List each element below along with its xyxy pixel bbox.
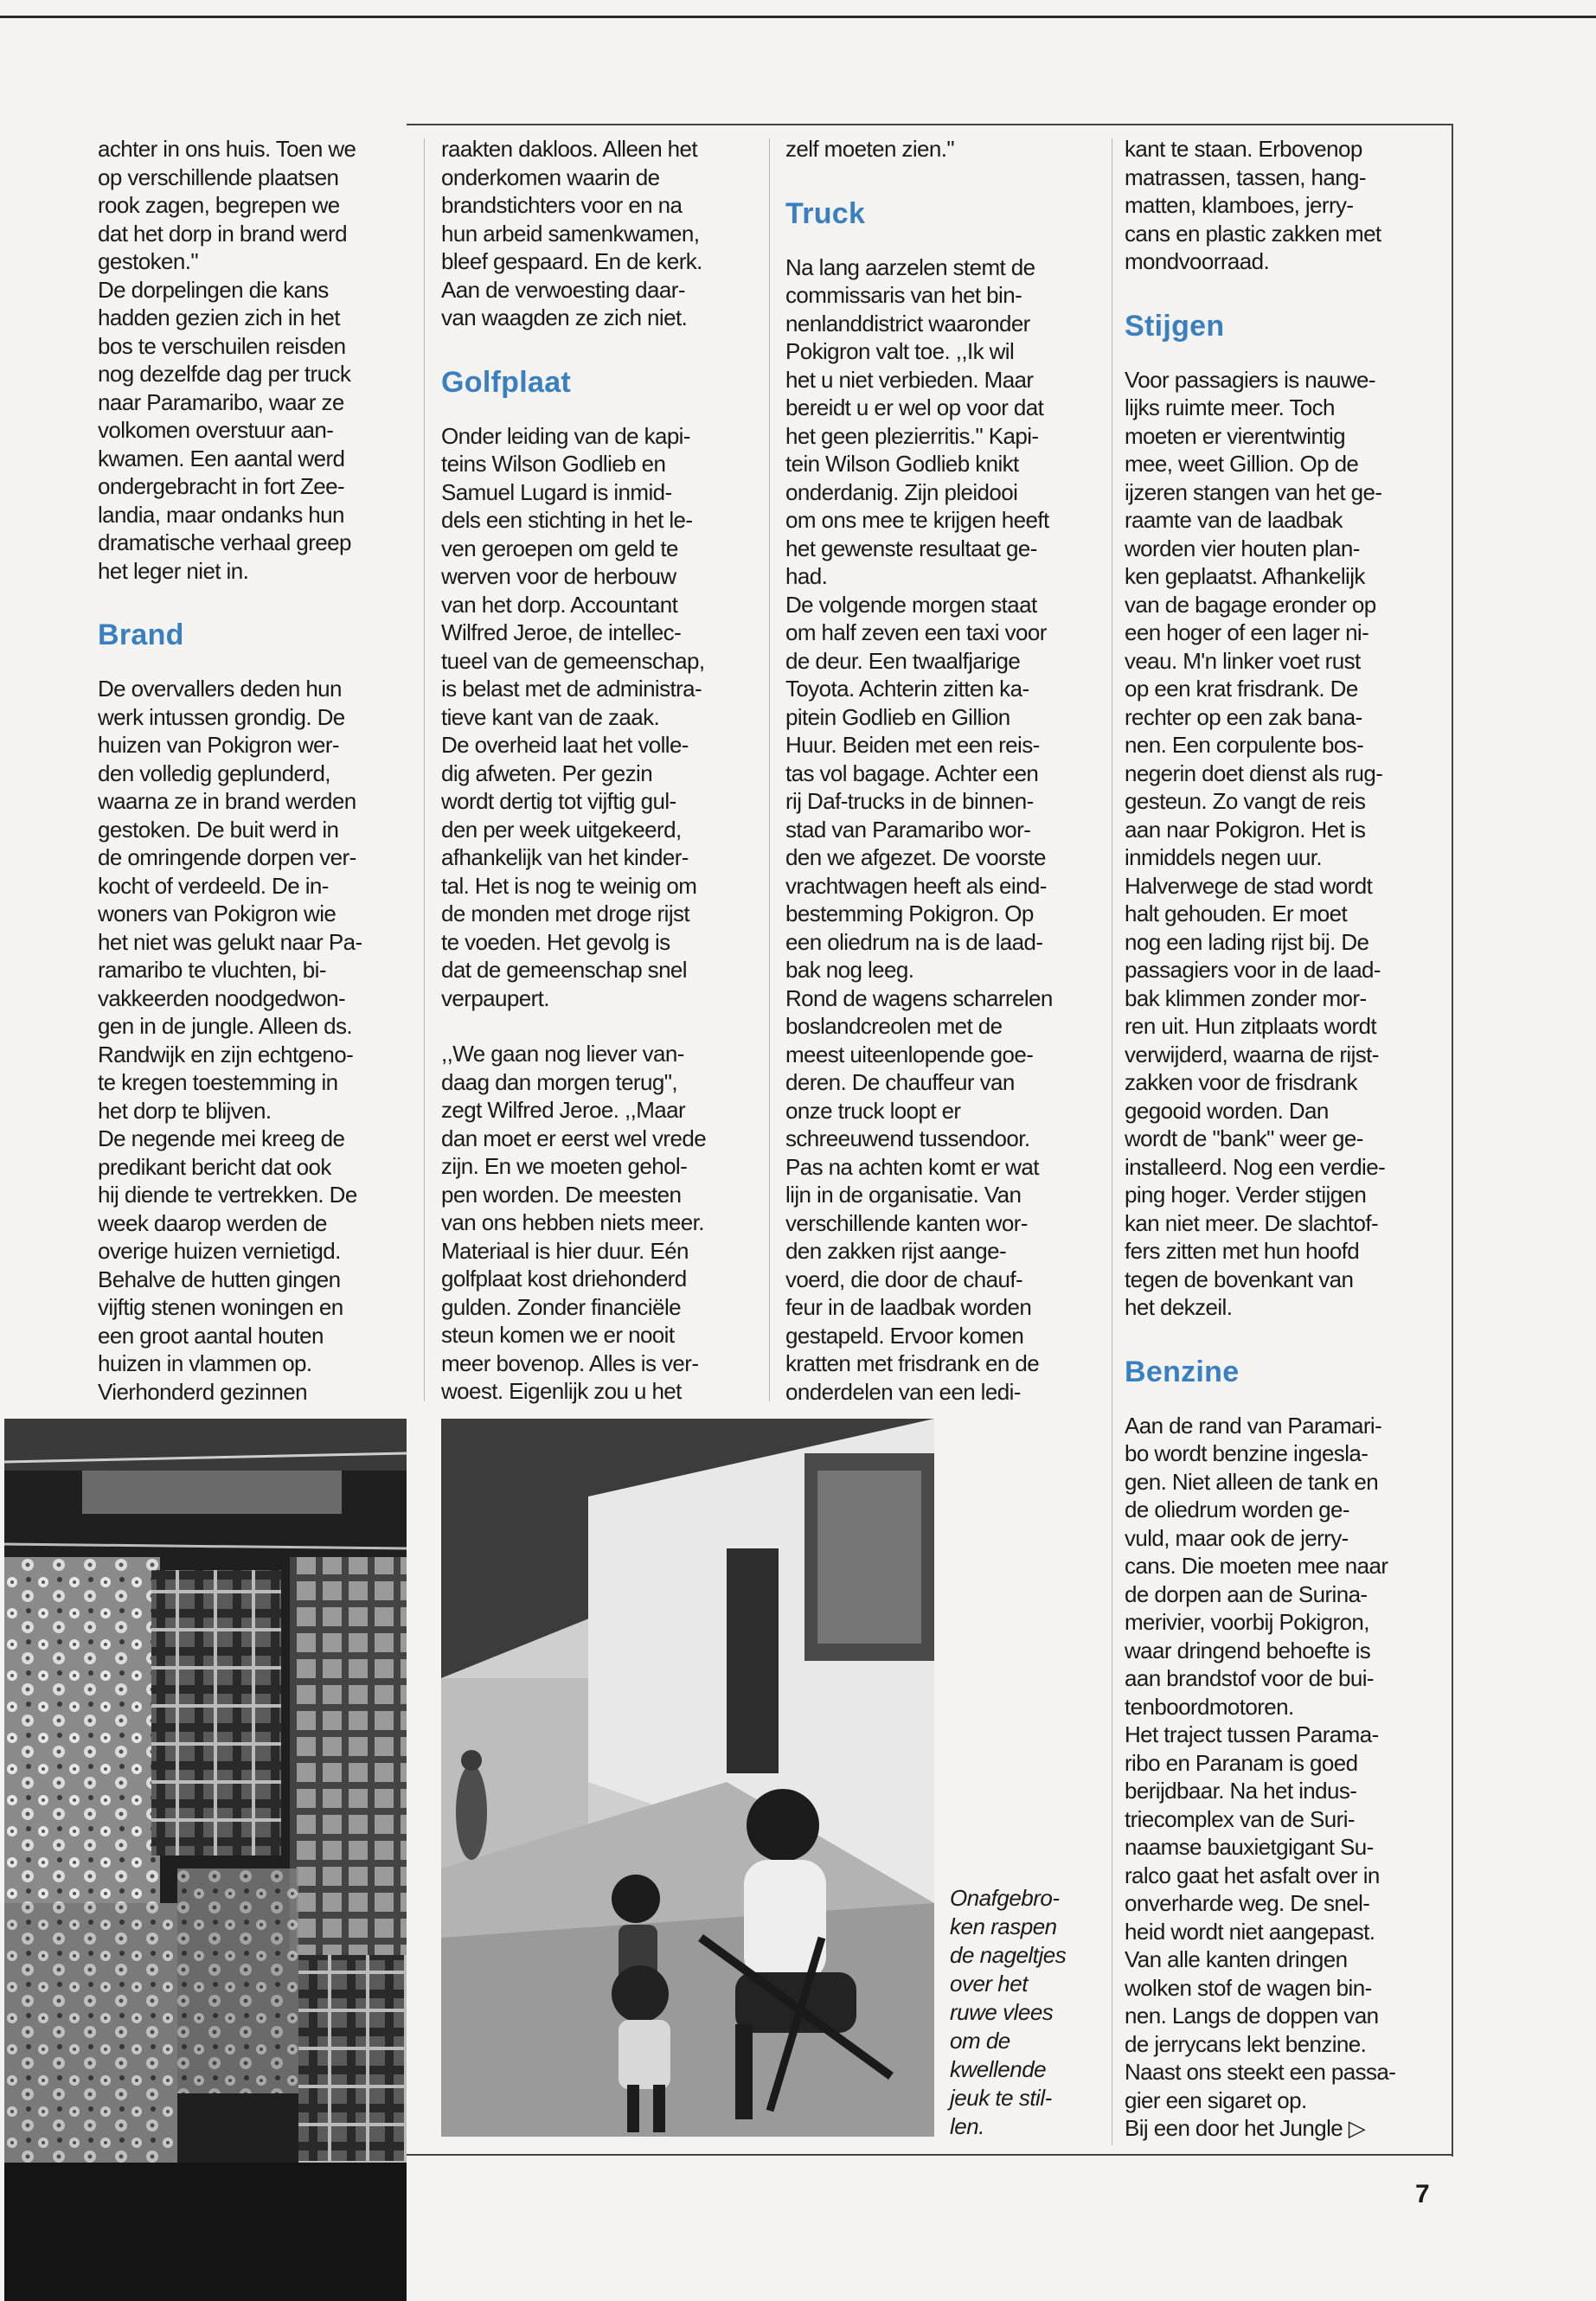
top-rule <box>0 16 1596 18</box>
frame-bottom-line <box>407 2154 1453 2156</box>
paragraph: De negende mei kreeg de predikant bericht dat ook hij diende te vertrekken. De week daarop werden de overige huizen vernietigd. Behalve de hutten gingen vijftig stenen woningen en een groot aantal houten huizen in vlammen op. Vierhonderd gezinnen <box>98 1125 357 1405</box>
paragraph: achter in ons huis. Toen we op verschillende plaatsen rook zagen, begrepen we dat het dorp in brand werd gestoken." <box>98 136 356 274</box>
section-heading-brand: Brand <box>98 619 184 651</box>
paragraph: Voor passagiers is nauwe- lijks ruimte meer. Toch moeten er vierentwintig mee, weet Gillion. Op de ijzeren stangen van het ge- raamte van de laadbak worden vier houten plan- ken geplaatst. Afhankelijk van de bagage eronder op een hoger of een lager ni- veau. M'n linker voet rust op een krat frisdrank. De rechter op een zak bana- nen. Een corpulente bos- negerin doet dienst als rug- gesteun. Zo vangt de reis aan naar Pokigron. Het is inmiddels negen uur. <box>1125 366 1383 870</box>
column-separator <box>769 138 770 1401</box>
paragraph: Halverwege de stad wordt halt gehouden. Er moet nog een lading rijst bij. De passagiers voor in de laad- bak klimmen zonder mor- ren uit. Hun zitplaats wordt verwijderd, waarna de rijst- zakken voor de frisdrank gegooid worden. Dan wordt de "bank" weer ge- installeerd. Nog een verdie- ping hoger. Verder stijgen kan niet meer. De slachtof- fers zitten met hun hoofd tegen de bovenkant van het dekzeil. <box>1125 872 1386 1320</box>
paragraph: Bij een door het Jungle ▷ <box>1125 2115 1366 2141</box>
frame-top-line <box>407 124 1453 125</box>
paragraph: De dorpelingen die kans hadden gezien zich in het bos te verschuilen reisden nog dezelfde dag per truck naar Paramaribo, waar ze volkomen overstuur aan- kwamen. Een aantal werd ondergebracht in fort Zee- landia, maar ondanks hun dramatische verhaal greep het leger niet in. <box>98 276 351 584</box>
frame-right-line <box>1452 124 1453 2157</box>
page-number: 7 <box>1415 2180 1430 2208</box>
section-heading-stijgen: Stijgen <box>1125 309 1225 343</box>
paragraph: Onder leiding van de kapi- teins Wilson Godlieb en Samuel Lugard is inmid- dels een stichting in het le- ven geroepen om geld te werven voor de herbouw van het dorp. Accountant Wilfred Jeroe, de intellec- tueel van de gemeenschap, is belast met de administra- tieve kant van de zaak. <box>441 422 705 730</box>
laundry-illustration <box>4 1419 407 2301</box>
paragraph: De overheid laat het volle- dig afweten. Per gezin wordt dertig tot vijftig gul- den per week uitgekeerd, afhankelijk van het kinder- tal. Het is nog te weinig om de monden met droge rijst te voeden. Het gevolg is dat de gemeenschap snel verpaupert. <box>441 732 697 1011</box>
article-column-4 <box>1125 135 1436 2143</box>
paragraph: raakten dakloos. Alleen het onderkomen waarin de brandstichters voor en na hun arbeid samenkwamen, bleef gespaard. En de kerk. Aan de verwoesting daar- van waagden ze zich niet. <box>441 136 702 330</box>
paragraph: Na lang aarzelen stemt de commissaris van het bin- nenlanddistrict waaronder Pokigron valt toe. ,,Ik wil het u niet verbieden. Maar bereidt u er wel op voor dat het geen plezierritis." Kapi- tein Wilson Godlieb knikt onderdanig. Zijn pleidooi om ons mee te krijgen heeft het gewenste resultaat ge- had. <box>785 253 1049 589</box>
article-column-1 <box>98 135 409 1406</box>
section-heading-golfplaat: Golfplaat <box>441 365 572 399</box>
paragraph: Rond de wagens scharrelen boslandcreolen met de meest uiteenlopende goe- deren. De chauffeur van onze truck loopt er schreeuwend tussendoor. Pas na achten komt er wat lijn in de organisatie. Van verschillende kanten wor- den zakken rijst aange- voerd, die door de chauf- feur in de laadbak worden gestapeld. Ervoor komen kratten met frisdrank en de onderdelen van een ledi- <box>785 984 1053 1405</box>
section-heading-truck: Truck <box>785 196 866 230</box>
veranda-illustration <box>441 1419 934 2137</box>
article-column-3 <box>785 135 1097 1406</box>
photo-veranda-family <box>441 1419 934 2137</box>
photo-laundry <box>4 1419 407 2301</box>
paragraph: Het traject tussen Parama- ribo en Paranam is goed berijdbaar. Na het indus- triecomplex van de Suri- naamse bauxietgigant Su- ralco gaat het asfalt over in onverharde weg. De snel- heid wordt niet aangepast. Van alle kanten dringen wolken stof de wagen bin- nen. Langs de doppen van de jerrycans lekt benzine. Naast ons steekt een passa- gier een sigaret op. <box>1125 1721 1396 2113</box>
paragraph: De volgende morgen staat om half zeven een taxi voor de deur. Een twaalfjarige Toyota. Achterin zitten ka- pitein Godlieb en Gillion Huur. Beiden met een reis- tas vol bagage. Achter een rij Daf-trucks in de binnen- stad van Paramaribo wor- den we afgezet. De voorste vrachtwagen heeft als eind- bestemming Pokigron. Op een oliedrum na is de laad- bak nog leeg. <box>785 591 1047 983</box>
photo-caption: Onafgebro- ken raspen de nageltjes over het ruwe vlees om de kwellende jeuk te stil- len. <box>950 1885 1067 2139</box>
paragraph: De overvallers deden hun werk intussen grondig. De huizen van Pokigron wer- den volledig geplunderd, waarna ze in brand werden gestoken. De buit werd in de omringende dorpen ver- kocht of verdeeld. De in- woners van Pokigron wie het niet was gelukt naar Pa- ramaribo te vluchten, bi- vakkeerden noodgedwon- gen in de jungle. Alleen ds. Randwijk en zijn echtgeno- te kregen toestemming in het dorp te blijven. <box>98 676 362 1124</box>
section-heading-benzine: Benzine <box>1125 1355 1240 1388</box>
paragraph: Aan de rand van Paramari- bo wordt benzine ingesla- gen. Niet alleen de tank en de oliedrum worden ge- vuld, maar ook de jerry- cans. Die moeten mee naar de dorpen aan de Surina- merivier, voorbij Pokigron, waar dringend behoefte is aan brandstof voor de bui- tenboordmotoren. <box>1125 1412 1388 1720</box>
paragraph: kant te staan. Erbovenop matrassen, tassen, hang- matten, klamboes, jerry- cans en plastic zakken met mondvoorraad. <box>1125 136 1381 274</box>
article-column-2 <box>441 135 753 1406</box>
column-separator <box>424 138 425 1401</box>
paragraph: zelf moeten zien." <box>785 136 954 162</box>
paragraph: ,,We gaan nog liever van- daag dan morgen terug", zegt Wilfred Jeroe. ,,Maar dan moet er eerst wel vrede zijn. En we moeten gehol- pen worden. De meesten van ons hebben niets meer. Materiaal is hier duur. Eén golfplaat kost driehonderd gulden. Zonder financiële steun komen we er nooit meer bovenop. Alles is ver- woest. Eigenlijk zou u het <box>441 1041 707 1404</box>
